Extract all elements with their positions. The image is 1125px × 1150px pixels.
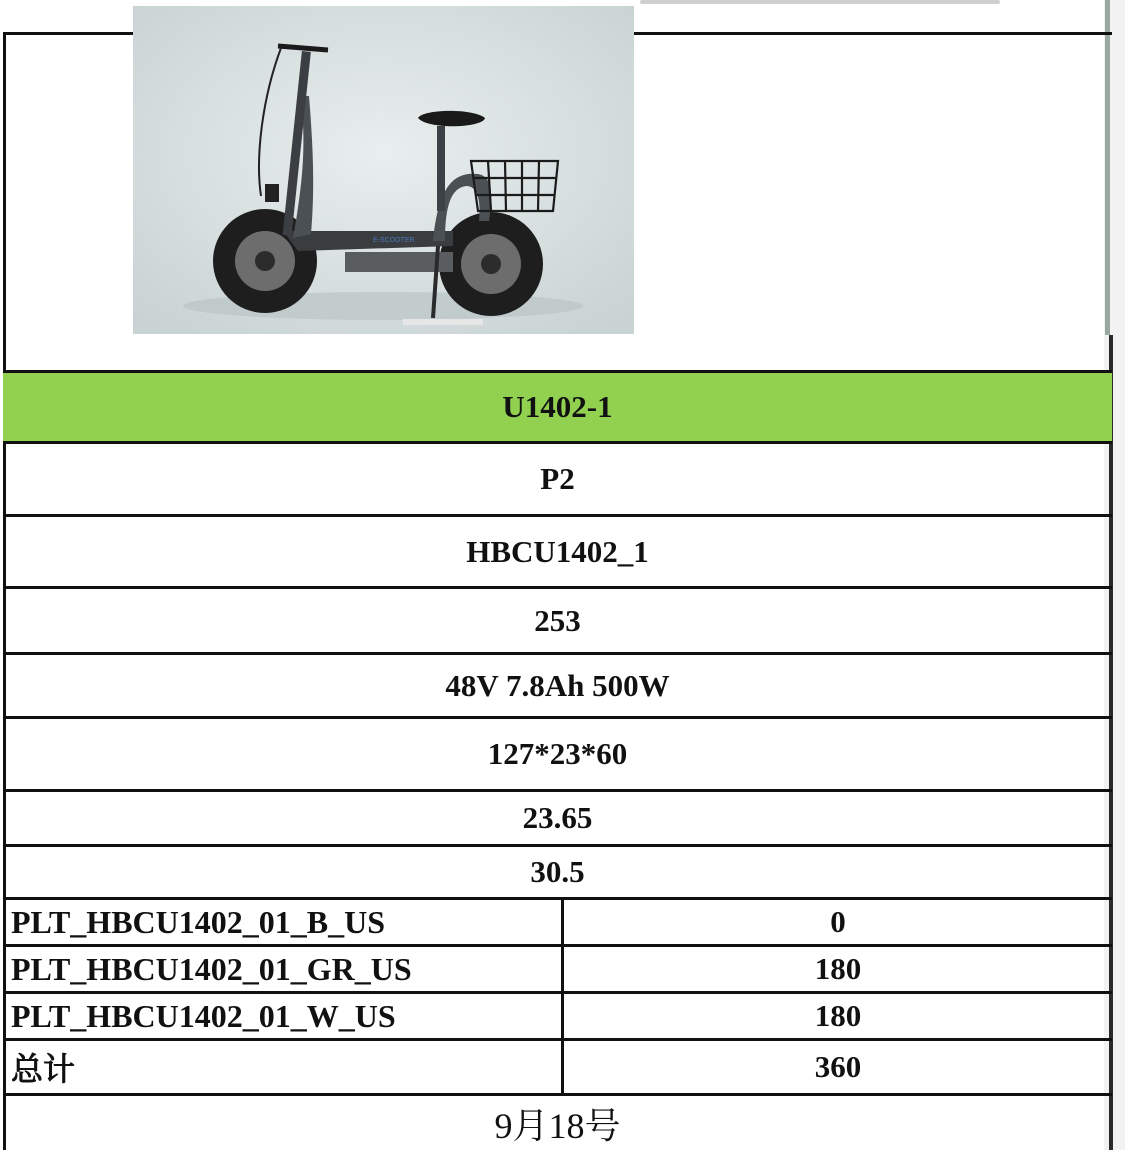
total-row [3,1041,1112,1096]
number: 253 [534,602,581,638]
scooter-photo [133,6,634,334]
gross-weight-row [3,847,1112,900]
total-label: 总计 [3,1041,564,1093]
net-weight-row [3,792,1112,847]
variant-row [3,994,1112,1041]
variant-qty: 0 [830,904,846,939]
net-weight: 23.65 [522,800,593,835]
gross-weight: 30.5 [530,854,585,889]
variant-code: PLT_HBCU1402_01_W_US [3,994,564,1038]
version-row [3,444,1112,517]
model-code-row [3,370,1112,444]
electric-scooter-icon [133,6,634,334]
battery-spec-row [3,655,1112,719]
sku: HBCU1402_1 [466,533,649,569]
model-code: U1402-1 [502,389,613,424]
date: 9月18号 [494,1105,621,1146]
sku-row [3,517,1112,589]
total-qty: 360 [814,1049,862,1084]
carton-size: 127*23*60 [487,736,628,771]
variant-code: PLT_HBCU1402_01_B_US [3,900,564,944]
variant-code: PLT_HBCU1402_01_GR_US [3,947,564,991]
battery-spec: 48V 7.8Ah 500W [445,667,670,703]
variant-row [3,947,1112,994]
number-row [3,589,1112,655]
top-edge-bar [640,0,1000,4]
date-row [3,1096,1112,1150]
variant-qty: 180 [814,998,862,1033]
variant-row [3,900,1112,947]
carton-size-row [3,719,1112,792]
variant-qty: 180 [814,951,862,986]
svg-text:E-SCOOTER: E-SCOOTER [373,237,415,244]
version: P2 [540,461,575,496]
